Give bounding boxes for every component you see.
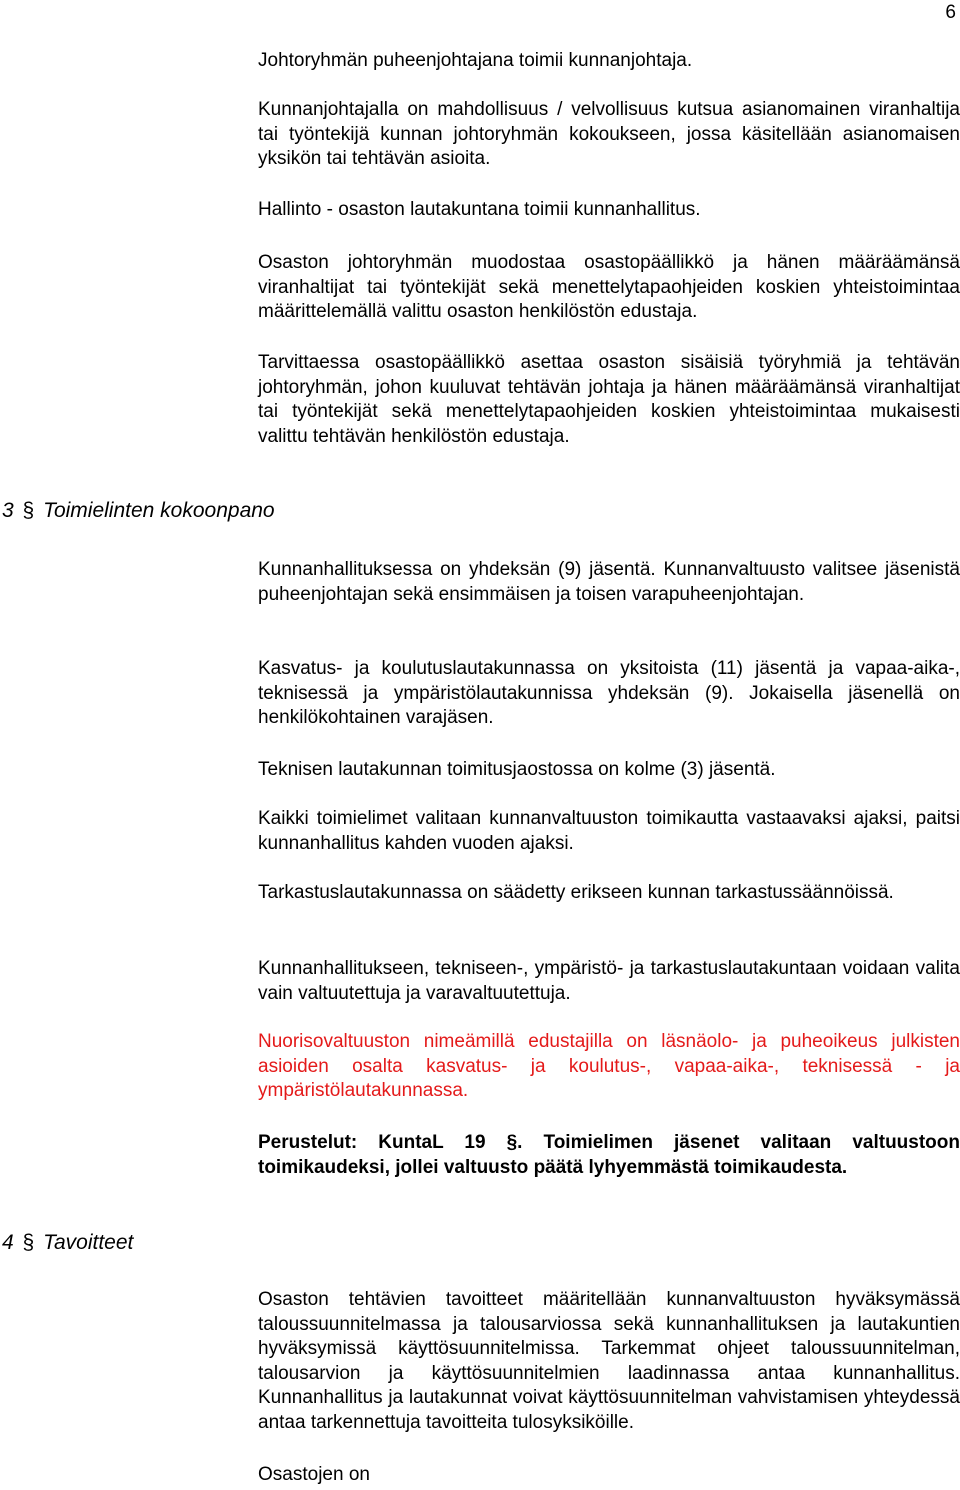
section-symbol: §	[22, 1231, 35, 1254]
paragraph-tarkastuslautakunta: Tarkastuslautakunnassa on säädetty erikseen kunnan tarkastussäännöissä.	[258, 882, 894, 903]
paragraph-hallinto-osasto: Hallinto - osaston lautakuntana toimii kunnanhallitus.	[258, 199, 701, 220]
section-number: 3	[2, 499, 14, 522]
paragraph-osastojen: Osastojen on	[258, 1464, 370, 1485]
paragraph-perustelut: Perustelut: KuntaL 19 §. Toimielimen jäsenet valitaan valtuustoon toimikaudeksi, jollei valtuusto päätä lyhyemmästä toimikaudesta.	[258, 1132, 960, 1178]
paragraph-nuorisovaltuusto: Nuorisovaltuuston nimeämillä edustajilla on läsnäolo- ja puheoikeus julkisten asioiden osalta kasvatus- ja koulutus-, vapaa-aika-, teknisessä - ja ympäristölautakunnassa.	[258, 1031, 960, 1101]
section-4-heading	[2, 1230, 133, 1256]
paragraph-lautakuntien-jasenet: Kasvatus- ja koulutuslautakunnassa on yksitoista (11) jäsentä ja vapaa-aika-, teknisessä ja ympäristölautakunnissa yhdeksän (9). Jokaisella jäsenellä on henkilökohtainen varajäsen.	[258, 658, 960, 728]
paragraph-osaston-johtoryhma: Osaston johtoryhmän muodostaa osastopäällikkö ja hänen määräämänsä viranhaltijat tai työntekijät sekä menettelytapaohjeiden koskien yhteistoimintaa määrittelemällä valittu osaston henkilöstön edustaja.	[258, 252, 960, 322]
paragraph-tavoitteet: Osaston tehtävien tavoitteet määritellään kunnanvaltuuston hyväksymässä taloussuunnitelmassa ja talousarviossa sekä kunnanhallituksen ja lautakuntien hyväksymissä käyttösuunnitelmissa. Tarkemmat ohjeet taloussuunnitelman, talousarvion ja käyttösuunnitelmien laadinnassa antaa kunnanhallitus. Kunnanhallitus ja lautakunnat voivat käyttösuunnitelman vahvistamisen yhteydessä antaa tarkennettuja tavoitteita tulosyksiköille.	[258, 1289, 960, 1433]
section-3-heading	[2, 498, 275, 524]
section-number: 4	[2, 1231, 14, 1254]
paragraph-toimitusjaosto: Teknisen lautakunnan toimitusjaostossa on kolme (3) jäsentä.	[258, 759, 776, 780]
paragraph-kunnanhallitus-jasenet: Kunnanhallituksessa on yhdeksän (9) jäsentä. Kunnanvaltuusto valitsee jäsenistä puheenjohtajan sekä ensimmäisen ja toisen varapuheenjohtajan.	[258, 559, 960, 605]
paragraph-valtuutetut: Kunnanhallitukseen, tekniseen-, ympäristö- ja tarkastuslautakuntaan voidaan valita vain valtuutettuja ja varavaltuutettuja.	[258, 958, 960, 1004]
paragraph-tyoryhmat: Tarvittaessa osastopäällikkö asettaa osaston sisäisiä työryhmiä ja tehtävän johtoryhmän, johon kuuluvat tehtävän johtaja ja hänen määräämänsä viranhaltijat tai työntekijät sekä menettelytapaohjeiden koskien yhteistoimintaa mukaisesti valittu tehtävän henkilöstön edustaja.	[258, 352, 960, 447]
paragraph-johtoryhma-puheenjohtaja: Johtoryhmän puheenjohtajana toimii kunnanjohtaja.	[258, 50, 693, 71]
page-number: 6	[945, 2, 956, 23]
paragraph-kunnanjohtaja-kutsu: Kunnanjohtajalla on mahdollisuus / velvollisuus kutsua asianomainen viranhaltija tai työntekijä kunnan johtoryhmän kokoukseen, jossa käsitellään asianomaisen yksikön tai tehtävän asioita.	[258, 99, 960, 169]
section-symbol: §	[22, 499, 35, 522]
paragraph-toimikausi: Kaikki toimielimet valitaan kunnanvaltuuston toimikautta vastaavaksi ajaksi, paitsi kunnanhallitus kahden vuoden ajaksi.	[258, 808, 960, 854]
section-title: Tavoitteet	[43, 1231, 134, 1254]
section-title: Toimielinten kokoonpano	[43, 499, 275, 522]
